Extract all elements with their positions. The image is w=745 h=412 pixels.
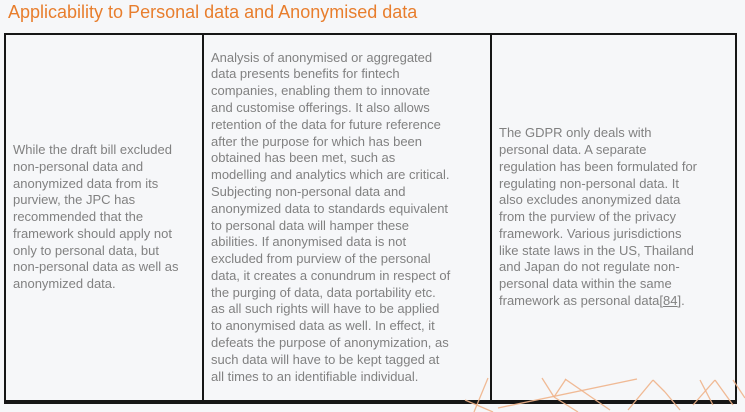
gdpr-text-after-ref: ]. [677, 293, 685, 309]
page-title: Applicability to Personal data and Anonymised data [8, 2, 418, 22]
comparison-table [4, 33, 737, 404]
jpc-recommendation-text: While the draft bill excluded non-personal data and anonymized data from its purview, the JPC has recommended that the framework should apply not only to personal data, but non-personal data as well as anonymized data. [13, 141, 179, 292]
table-cell-gdpr-comparison [492, 35, 735, 400]
table-cell-fintech-analysis [204, 35, 492, 400]
gdpr-text-before-ref: The GDPR only deals with personal data. A separate regulation has been formulated for regulating non-personal data. It also excludes anonymized data from the purview of the privacy framework. Various jurisdictions like state laws in the US, Thailand and Japan do not regulate non-personal data within the same framework as personal data[ [499, 125, 698, 309]
fintech-analysis-text: Analysis of anonymised or aggregated data presents benefits for fintech companies, enabling them to innovate and customise offerings. It also allows retention of the data for future reference after the purpose for which has been obtained has been met, such as modelling and analytics which are critical. Subjecting non-personal data and anonymized data to standards equivalent to personal data will hamper these abilities. If anonymised data is not excluded from purview of the personal data, it creates a conundrum in respect of the purging of data, data portability etc. as all such rights will have to be applied to anonymised data as well. In effect, it defeats the purpose of anonymization, as such data will have to be kept tagged at all times to an identifiable individual. [211, 49, 451, 384]
footnote-link-84[interactable]: 84 [663, 293, 678, 309]
table-cell-jpc-recommendation [6, 35, 204, 400]
gdpr-comparison-text [499, 125, 701, 310]
